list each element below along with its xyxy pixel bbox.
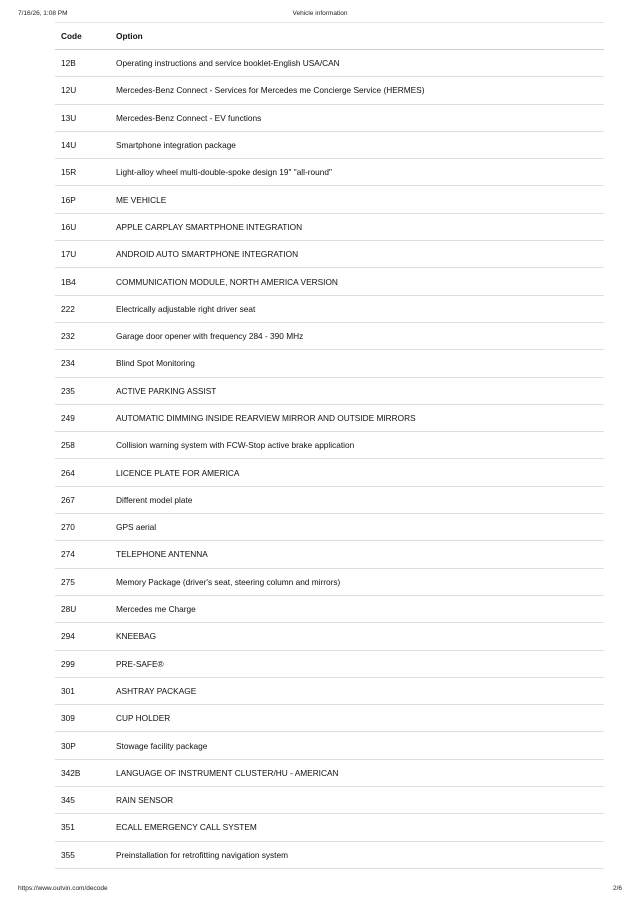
option-description: COMMUNICATION MODULE, NORTH AMERICA VERSION	[110, 268, 604, 295]
option-description: GPS aerial	[110, 514, 604, 541]
table-row	[55, 650, 604, 677]
table-row	[55, 432, 604, 459]
option-code: 249	[55, 404, 110, 431]
table-row	[55, 732, 604, 759]
option-code: 235	[55, 377, 110, 404]
option-code: 14U	[55, 131, 110, 158]
option-code: 222	[55, 295, 110, 322]
table-row	[55, 50, 604, 77]
table-body	[55, 50, 604, 869]
option-description: Smartphone integration package	[110, 131, 604, 158]
option-code: 232	[55, 322, 110, 349]
options-table-container	[55, 22, 604, 869]
option-code: 17U	[55, 241, 110, 268]
option-code: 12B	[55, 50, 110, 77]
table-row	[55, 241, 604, 268]
option-code: 30P	[55, 732, 110, 759]
table-row	[55, 77, 604, 104]
option-code: 264	[55, 459, 110, 486]
option-code: 275	[55, 568, 110, 595]
table-row	[55, 541, 604, 568]
option-code: 355	[55, 841, 110, 868]
option-description: Blind Spot Monitoring	[110, 350, 604, 377]
option-code: 294	[55, 623, 110, 650]
print-url: https://www.outvin.com/decode	[18, 885, 108, 892]
option-code: 16P	[55, 186, 110, 213]
option-description: Garage door opener with frequency 284 - 390 MHz	[110, 322, 604, 349]
option-code: 12U	[55, 77, 110, 104]
option-code: 351	[55, 814, 110, 841]
option-description: Collision warning system with FCW-Stop active brake application	[110, 432, 604, 459]
option-description: KNEEBAG	[110, 623, 604, 650]
option-description: Memory Package (driver's seat, steering column and mirrors)	[110, 568, 604, 595]
option-code: 16U	[55, 213, 110, 240]
options-table	[55, 22, 604, 869]
option-code: 267	[55, 486, 110, 513]
option-description: Mercedes-Benz Connect - Services for Mercedes me Concierge Service (HERMES)	[110, 77, 604, 104]
option-description: Light-alloy wheel multi-double-spoke design 19" "all-round"	[110, 159, 604, 186]
option-code: 28U	[55, 595, 110, 622]
option-code: 342B	[55, 759, 110, 786]
table-row	[55, 131, 604, 158]
option-description: Different model plate	[110, 486, 604, 513]
option-description: Operating instructions and service booklet-English USA/CAN	[110, 50, 604, 77]
option-description: ACTIVE PARKING ASSIST	[110, 377, 604, 404]
option-code: 13U	[55, 104, 110, 131]
option-code: 15R	[55, 159, 110, 186]
table-header-row	[55, 23, 604, 50]
table-row	[55, 595, 604, 622]
option-description: ECALL EMERGENCY CALL SYSTEM	[110, 814, 604, 841]
option-description: ME VEHICLE	[110, 186, 604, 213]
table-row	[55, 814, 604, 841]
option-description: LANGUAGE OF INSTRUMENT CLUSTER/HU - AMERICAN	[110, 759, 604, 786]
option-description: Stowage facility package	[110, 732, 604, 759]
option-description: PRE-SAFE®	[110, 650, 604, 677]
table-row	[55, 759, 604, 786]
column-header-option: Option	[110, 23, 604, 50]
table-row	[55, 677, 604, 704]
option-description: ANDROID AUTO SMARTPHONE INTEGRATION	[110, 241, 604, 268]
option-description: APPLE CARPLAY SMARTPHONE INTEGRATION	[110, 213, 604, 240]
option-code: 345	[55, 787, 110, 814]
option-code: 301	[55, 677, 110, 704]
option-description: LICENCE PLATE FOR AMERICA	[110, 459, 604, 486]
option-description: ASHTRAY PACKAGE	[110, 677, 604, 704]
option-description: TELEPHONE ANTENNA	[110, 541, 604, 568]
table-row	[55, 459, 604, 486]
table-row	[55, 787, 604, 814]
table-row	[55, 841, 604, 868]
table-row	[55, 268, 604, 295]
table-row	[55, 705, 604, 732]
option-description: Electrically adjustable right driver seat	[110, 295, 604, 322]
table-row	[55, 404, 604, 431]
option-code: 309	[55, 705, 110, 732]
option-description: Mercedes me Charge	[110, 595, 604, 622]
option-code: 1B4	[55, 268, 110, 295]
option-description: RAIN SENSOR	[110, 787, 604, 814]
table-row	[55, 514, 604, 541]
table-row	[55, 486, 604, 513]
option-description: AUTOMATIC DIMMING INSIDE REARVIEW MIRROR AND OUTSIDE MIRRORS	[110, 404, 604, 431]
print-title: Vehicle information	[292, 10, 348, 17]
table-row	[55, 186, 604, 213]
option-code: 274	[55, 541, 110, 568]
option-code: 299	[55, 650, 110, 677]
table-row	[55, 568, 604, 595]
table-row	[55, 295, 604, 322]
table-row	[55, 104, 604, 131]
page-number: 2/6	[612, 885, 622, 892]
table-row	[55, 213, 604, 240]
print-header	[0, 10, 640, 22]
table-row	[55, 623, 604, 650]
option-code: 270	[55, 514, 110, 541]
option-code: 258	[55, 432, 110, 459]
column-header-code: Code	[55, 23, 110, 50]
table-row	[55, 350, 604, 377]
table-row	[55, 377, 604, 404]
option-description: Preinstallation for retrofitting navigation system	[110, 841, 604, 868]
option-description: CUP HOLDER	[110, 705, 604, 732]
table-row	[55, 159, 604, 186]
table-row	[55, 322, 604, 349]
print-datetime: 7/16/26, 1:08 PM	[18, 10, 68, 17]
option-description: Mercedes-Benz Connect - EV functions	[110, 104, 604, 131]
option-code: 234	[55, 350, 110, 377]
